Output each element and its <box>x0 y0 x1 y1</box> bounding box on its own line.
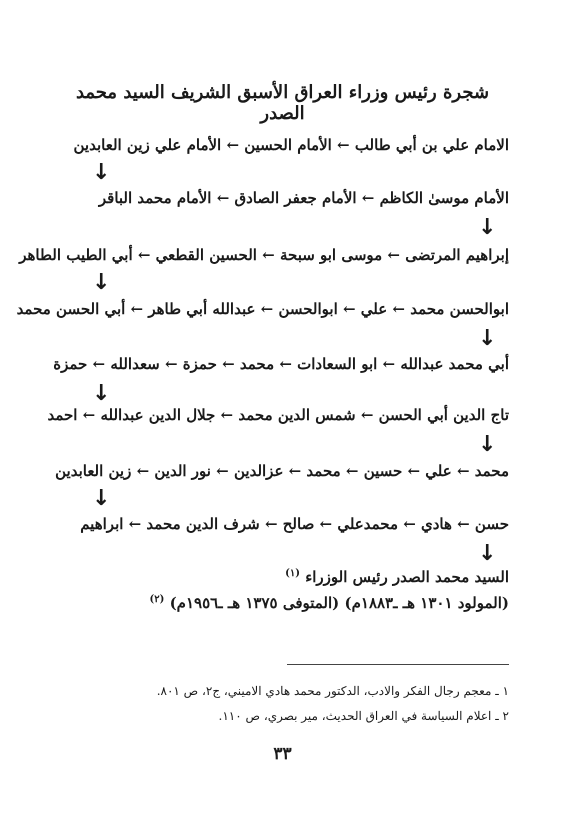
footnote-1: ١ ـ معجم رجال الفكر والادب، الدكتور محمد هادي الاميني، ج٢، ص ٨٠١. <box>156 684 509 698</box>
final-dates-line <box>79 594 509 612</box>
final-name: السيد محمد الصدر رئيس الوزراء <box>305 568 509 586</box>
down-arrow-icon: ↓ <box>478 541 497 566</box>
down-arrow-icon: ↓ <box>92 381 111 406</box>
down-arrow-icon: ↓ <box>92 160 111 185</box>
down-arrow-icon: ↓ <box>92 486 111 511</box>
down-arrow-icon: ↓ <box>92 270 111 295</box>
lineage-line-2: الأمام موسىٰ الكاظم ← الأمام جعفر الصادق ← الأمام محمد الباقر <box>98 189 509 207</box>
footnote-2: ٢ ـ اعلام السياسة في العراق الحديث، مير بصري، ص ١١٠. <box>218 709 509 723</box>
page-number: ٣٣ <box>273 744 292 764</box>
footnote-ref-1: (١) <box>285 568 300 579</box>
lineage-line-4: ابوالحسن محمد ← علي ← ابوالحسن ← عبدالله أبي طاهر ← أبي الحسن محمد <box>16 300 509 318</box>
lineage-line-3: إبراهيم المرتضى ← موسى ابو سبحة ← الحسين القطعي ← أبي الطيب الطاهر <box>19 246 509 264</box>
lineage-line-5: أبي محمد عبدالله ← ابو السعادات ← محمد ← حمزة ← سعدالله ← حمزة <box>53 355 509 373</box>
lineage-line-6: تاج الدين أبي الحسن ← شمس الدين محمد ← جلال الدين عبدالله ← احمد <box>47 406 509 424</box>
down-arrow-icon: ↓ <box>478 215 497 240</box>
footnote-divider <box>287 664 509 665</box>
lineage-line-8: حسن ← هادي ← محمدعلي ← صالح ← شرف الدين محمد ← ابراهيم <box>80 515 509 533</box>
final-name-line <box>79 568 509 586</box>
lineage-line-1: الامام علي بن أبي طالب ← الأمام الحسين ← الأمام علي زين العابدين <box>73 136 509 154</box>
footnote-ref-2: (٢) <box>149 594 165 605</box>
down-arrow-icon: ↓ <box>478 432 497 457</box>
page-title: شجرة رئيس وزراء العراق الأسبق الشريف السيد محمد الصدر <box>75 82 490 124</box>
birth-death-dates: (المولود ١٣٠١ هـ ـ١٨٨٣م) (المتوفى ١٣٧٥ هـ ـ١٩٥٦م) <box>169 594 509 612</box>
lineage-line-7: محمد ← علي ← حسين ← محمد ← عزالدين ← نور الدين ← زين العابدين <box>55 462 509 480</box>
down-arrow-icon: ↓ <box>478 326 497 351</box>
